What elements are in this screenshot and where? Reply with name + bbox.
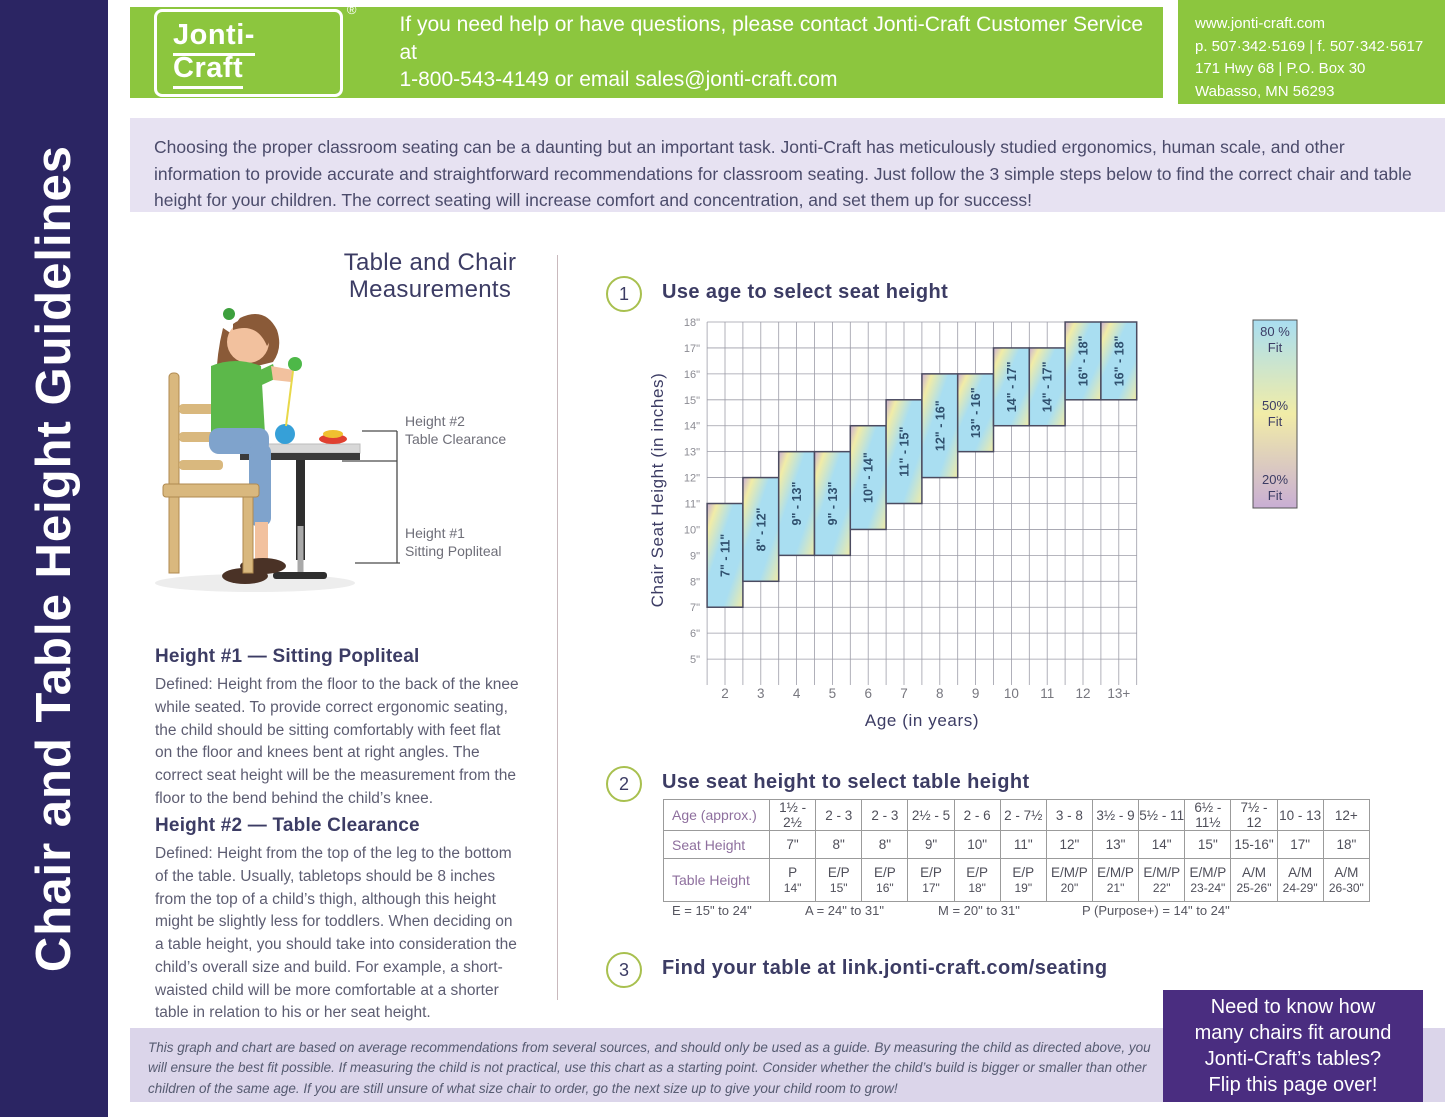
table-height-cell: E/M/P 21" [1092, 859, 1138, 902]
seat-height-cell: 7" [770, 831, 816, 859]
age-row [664, 800, 1370, 831]
age-cell: 3 - 8 [1046, 800, 1092, 831]
svg-text:8": 8" [689, 576, 700, 589]
age-cell: 5½ - 11 [1139, 800, 1185, 831]
seat-height-cell: 8" [862, 831, 908, 859]
help-line-2: 1-800-543-4149 or email sales@jonti-craft.com [399, 68, 838, 92]
address-line-1: 171 Hwy 68 | P.O. Box 30 [1195, 60, 1366, 77]
table-height-cell: A/M 26-30" [1323, 859, 1369, 902]
height1-heading: Height #1 — Sitting Popliteal [155, 646, 420, 667]
header-bar [130, 1, 1163, 98]
intro-paragraph: Choosing the proper classroom seating can be a daunting but an important task. Jonti-Craft has meticulously studied ergonomics, human scale, and other information to provide accurate and straightforward recommendations for classroom seating. Just follow the 3 simple steps below to find the correct chair and table height for your children. The correct seating will increase comfort and concentration, and set them up for success! [130, 118, 1445, 212]
y-axis-title: Chair Seat Height (in inches) [648, 372, 667, 608]
age-cell: 2 - 3 [816, 800, 862, 831]
svg-text:5": 5" [689, 654, 700, 667]
phone-fax-text: p. 507·342·5169 | f. 507·342·5617 [1195, 37, 1424, 55]
step3-badge: 3 [606, 952, 642, 988]
help-line-1: If you need help or have questions, please contact Jonti-Craft Customer Service at [399, 12, 1143, 64]
svg-text:2: 2 [721, 686, 729, 701]
disclaimer-text: This graph and chart are based on average recommendations from several sources, and should only be used as a guide. By measuring the child as directed above, you will ensure the best fit possible. If measuring the child is not practical, use this chart as a starting point. Consider whether the child’s build is bigger or smaller than other children of the same age. If you are still unsure of what size chair to order, go the next size up to give your child room to grow! [148, 1040, 1151, 1096]
table-height-cell: E/P 19" [1000, 859, 1046, 902]
seat-height-cell: 14" [1139, 831, 1185, 859]
seat-height-cell: 15-16" [1231, 831, 1277, 859]
age-row-header: Age (approx.) [664, 800, 770, 831]
logo-text: Jonti-Craft [173, 19, 255, 89]
address-line-2: Wabasso, MN 56293 [1195, 82, 1335, 100]
age-cell: 7½ - 12 [1231, 800, 1277, 831]
svg-text:13": 13" [683, 446, 700, 459]
measurements-title: Table and Chair Measurements [343, 249, 517, 303]
svg-text:7": 7" [689, 602, 700, 615]
seat-height-row [664, 831, 1370, 859]
age-cell: 2 - 3 [862, 800, 908, 831]
seat-height-cell: 10" [954, 831, 1000, 859]
age-cell: 3½ - 9 [1092, 800, 1138, 831]
svg-text:Fit: Fit [1267, 414, 1283, 429]
chart-bar-label: 12" - 16" [933, 400, 948, 452]
svg-text:5: 5 [828, 686, 837, 701]
chart-bar-label: 7" - 11" [718, 533, 733, 577]
x-axis-title: Age (in years) [864, 711, 980, 730]
height1-callout: Height #1 Sitting Popliteal [405, 525, 502, 559]
step2-title: Use seat height to select table height [662, 771, 1030, 793]
svg-text:12": 12" [683, 472, 700, 485]
page-title-vertical: Chair and Table Height Guidelines [27, 144, 81, 973]
age-cell: 1½ - 2½ [770, 800, 816, 831]
table-height-cell: A/M 24-29" [1277, 859, 1323, 902]
svg-text:9": 9" [689, 550, 700, 563]
table-height-cell: E/P 18" [954, 859, 1000, 902]
table-height-row [664, 859, 1370, 902]
table-footnote: E = 15" to 24" [672, 903, 752, 918]
chart-bar-label: 8" - 12" [754, 507, 769, 552]
seat-to-table-height-table [663, 799, 1370, 902]
chart-bar-label: 14" - 17" [1040, 361, 1055, 413]
seat-height-cell: 15" [1185, 831, 1231, 859]
jonti-craft-logo [154, 1, 357, 97]
table-height-cell: E/P 17" [908, 859, 954, 902]
table-footnote: M = 20" to 31" [938, 903, 1020, 918]
svg-text:18": 18" [683, 317, 700, 329]
svg-text:14": 14" [683, 420, 700, 433]
step3-title: Find your table at link.jonti-craft.com/seating [662, 957, 1108, 979]
seat-height-chart [600, 310, 1445, 740]
svg-text:13+: 13+ [1107, 686, 1131, 701]
chart-bar-label: 16" - 18" [1112, 335, 1127, 387]
seat-height-cell: 8" [816, 831, 862, 859]
svg-text:20%: 20% [1261, 472, 1289, 487]
age-cell: 2 - 6 [954, 800, 1000, 831]
svg-text:11: 11 [1040, 686, 1055, 701]
table-height-cell: E/P 16" [862, 859, 908, 902]
svg-text:Fit: Fit [1267, 488, 1283, 503]
table-height-cell: E/P 15" [816, 859, 862, 902]
seat-height-cell: 12" [1046, 831, 1092, 859]
chart-bar-label: 13" - 16" [969, 387, 984, 439]
svg-text:12: 12 [1075, 686, 1091, 701]
svg-text:15": 15" [683, 394, 700, 407]
seat-height-cell: 17" [1277, 831, 1323, 859]
svg-text:16": 16" [683, 368, 700, 381]
svg-text:7: 7 [900, 686, 908, 701]
chart-bar-label: 14" - 17" [1004, 361, 1019, 413]
svg-text:9: 9 [971, 686, 980, 701]
age-cell: 10 - 13 [1277, 800, 1323, 831]
step2-badge: 2 [606, 766, 642, 802]
table-height-cell: A/M 25-26" [1231, 859, 1277, 902]
flip-page-callout: Need to know how many chairs fit around Jonti-Craft’s tables? Flip this page over! [1163, 990, 1423, 1102]
svg-text:80 %: 80 % [1260, 324, 1290, 339]
age-cell: 2½ - 5 [908, 800, 954, 831]
seat-row-header: Seat Height [664, 831, 770, 859]
age-cell: 2 - 7½ [1000, 800, 1046, 831]
svg-text:11": 11" [684, 498, 700, 511]
chart-bar-label: 11" - 15" [897, 426, 912, 477]
chart-bar-label: 16" - 18" [1076, 335, 1091, 387]
chart-bar-label: 10" - 14" [861, 452, 876, 503]
height1-body: Defined: Height from the floor to the back of the knee while seated. To provide correct ergonomic seating, the child should be sitting comfortably with feet flat on the floor and knees bent at right angles. The correct seat height will be the measurement from the floor to the bend behind the child’s knee. [155, 676, 519, 807]
registered-mark: ® [346, 1, 357, 17]
column-divider [557, 255, 558, 1000]
table-height-cell: E/M/P 22" [1139, 859, 1185, 902]
sidebar [0, 0, 108, 1117]
svg-text:50%: 50% [1261, 398, 1289, 413]
step1-badge: 1 [606, 276, 642, 312]
height2-heading: Height #2 — Table Clearance [155, 815, 420, 836]
table-footnote: P (Purpose+) = 14" to 24" [1082, 903, 1230, 918]
seat-height-cell: 13" [1092, 831, 1138, 859]
age-cell: 6½ - 11½ [1185, 800, 1231, 831]
seat-height-cell: 11" [1000, 831, 1046, 859]
height2-callout: Height #2 Table Clearance [405, 413, 507, 447]
svg-text:6: 6 [864, 686, 872, 701]
table-height-cell: E/M/P 23-24" [1185, 859, 1231, 902]
chart-bar-label: 9" - 13" [825, 481, 840, 526]
table-height-cell: E/M/P 20" [1046, 859, 1092, 902]
age-cell: 12+ [1323, 800, 1369, 831]
seat-height-cell: 18" [1323, 831, 1369, 859]
website-text: www.jonti-craft.com [1195, 15, 1326, 32]
child-at-desk-photo [145, 258, 365, 598]
customer-service-text [399, 11, 1163, 94]
svg-text:10": 10" [683, 524, 700, 537]
table-height-cell: P 14" [770, 859, 816, 902]
svg-text:8: 8 [936, 686, 944, 701]
table-row-header: Table Height [664, 859, 770, 902]
seat-height-cell: 9" [908, 831, 954, 859]
contact-block [1178, 0, 1445, 104]
svg-text:3: 3 [757, 686, 765, 701]
svg-text:4: 4 [792, 686, 801, 701]
step1-title: Use age to select seat height [662, 281, 949, 303]
height2-body: Defined: Height from the top of the leg to the bottom of the table. Usually, tabletops should be 8 inches from the top of a child’s thigh, although this height might be slightly less for toddlers. When deciding on a table height, you should take into consideration the child’s overall size and build. For example, a short-waisted child will be more comfortable at a shorter table in relation to his or her seat height. [155, 845, 517, 1022]
table-footnote: A = 24" to 31" [805, 903, 884, 918]
svg-text:Fit: Fit [1267, 340, 1283, 355]
svg-text:17": 17" [683, 342, 700, 355]
svg-text:10: 10 [1003, 686, 1019, 701]
chart-bar-label: 9" - 13" [790, 481, 805, 526]
table-footnotes [663, 903, 1383, 923]
svg-text:6": 6" [689, 628, 700, 641]
